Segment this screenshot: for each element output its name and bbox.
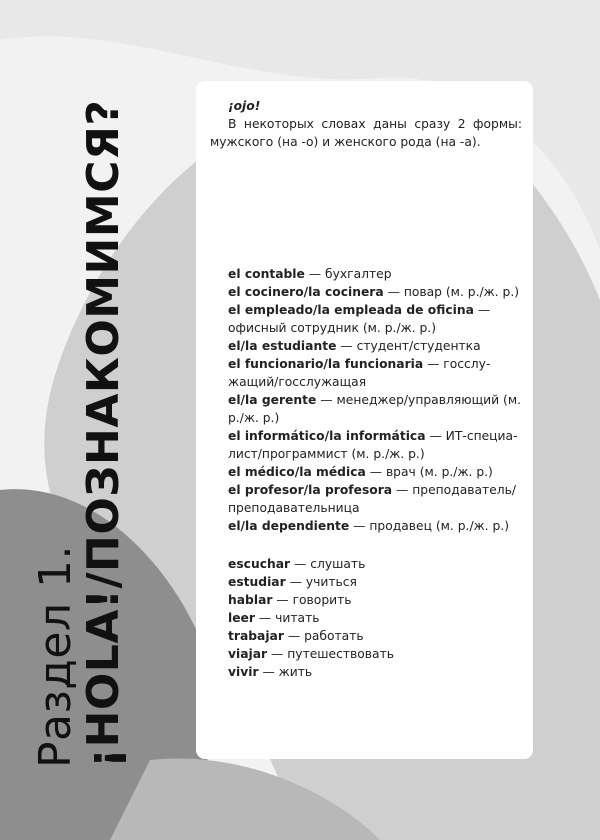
term: el/la gerente	[228, 393, 317, 407]
separator: —	[387, 285, 400, 299]
translation: читать	[275, 611, 320, 625]
separator: —	[287, 629, 301, 643]
list-item	[228, 463, 522, 481]
list-item	[228, 573, 522, 591]
term: escuchar	[228, 557, 291, 571]
term: el/la estudiante	[228, 339, 337, 353]
list-item	[228, 481, 522, 517]
section-title-line1: Раздел 1.	[30, 545, 81, 768]
list-item	[228, 265, 522, 283]
term: el funcionario/la funcionaria	[228, 357, 424, 371]
vocabulary-card	[196, 81, 533, 759]
translation: учиться	[305, 575, 357, 589]
card-content	[210, 97, 522, 681]
separator: —	[340, 339, 353, 353]
list-item	[228, 591, 522, 609]
separator: —	[369, 465, 383, 479]
separator: —	[320, 393, 333, 407]
translation: бухгалтер	[325, 267, 392, 281]
translation: слушать	[310, 557, 366, 571]
section-title-line2: ¡HOLA!/ПОЗНАКОМИМСЯ?	[78, 99, 129, 768]
translation: студент/студентка	[356, 339, 481, 353]
translation: офисный сотрудник (м. р./ж. р.)	[228, 321, 436, 335]
vocabulary-list	[210, 265, 522, 535]
term: vivir	[228, 665, 259, 679]
separator: —	[276, 593, 289, 607]
separator: —	[396, 483, 409, 497]
list-item	[228, 355, 522, 391]
list-item	[228, 645, 522, 663]
term: el profesor/la profesora	[228, 483, 393, 497]
translation: ИТ-специа-лист/программист (м. р./ж. р.)	[228, 429, 518, 461]
separator: —	[477, 303, 491, 317]
term: leer	[228, 611, 255, 625]
separator: —	[289, 575, 302, 589]
translation: преподаватель/ преподавательница	[228, 483, 517, 515]
list-item	[228, 337, 522, 355]
term: el/la dependiente	[228, 519, 350, 533]
list-item	[228, 663, 522, 681]
list-item	[228, 301, 522, 337]
term: hablar	[228, 593, 273, 607]
list-item	[228, 555, 522, 573]
list-item	[228, 517, 522, 535]
translation: повар (м. р./ж. р.)	[403, 285, 520, 299]
section-title	[32, 0, 192, 840]
list-item	[228, 427, 522, 463]
separator: —	[353, 519, 366, 533]
separator: —	[429, 429, 442, 443]
list-item	[228, 609, 522, 627]
term: el médico/la médica	[228, 465, 366, 479]
list-item	[228, 283, 522, 301]
separator: —	[308, 267, 322, 281]
separator: —	[427, 357, 440, 371]
translation: говорить	[292, 593, 352, 607]
term: el empleado/la empleada de oficina	[228, 303, 474, 317]
term: el informático/la informática	[228, 429, 426, 443]
translation: госслу-жащий/госслужащая	[228, 357, 491, 389]
verb-list	[210, 555, 522, 681]
separator: —	[262, 665, 275, 679]
term: estudiar	[228, 575, 286, 589]
list-item	[228, 627, 522, 645]
separator: —	[271, 647, 284, 661]
translation: путешествовать	[287, 647, 395, 661]
note-title: ¡ojo!	[228, 99, 261, 113]
translation: менеджер/управляющий (м. р./ж. р.)	[228, 393, 522, 425]
term: viajar	[228, 647, 268, 661]
term: el contable	[228, 267, 305, 281]
translation: врач (м. р./ж. р.)	[385, 465, 493, 479]
translation: жить	[278, 665, 313, 679]
term: trabajar	[228, 629, 284, 643]
translation: продавец (м. р./ж. р.)	[369, 519, 510, 533]
term: el cocinero/la cocinera	[228, 285, 384, 299]
translation: работать	[304, 629, 364, 643]
separator: —	[258, 611, 272, 625]
note-text: В некоторых словах даны сразу 2 формы: мужского (на -о) и женского рода (на -а).	[210, 117, 522, 149]
separator: —	[294, 557, 307, 571]
list-item	[228, 391, 522, 427]
